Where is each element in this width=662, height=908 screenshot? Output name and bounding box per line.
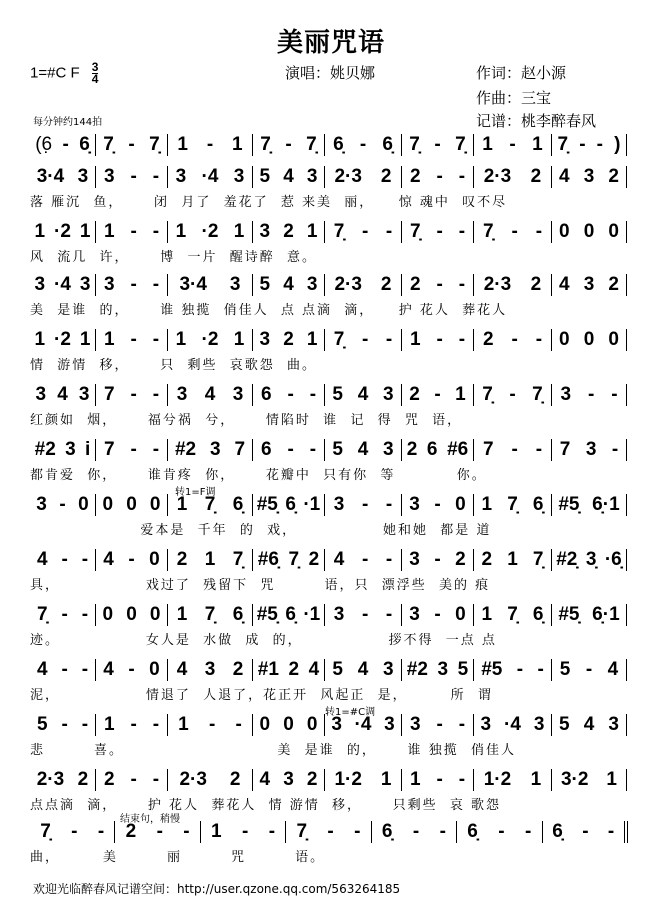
measure: 1 - -	[96, 329, 168, 351]
measure: 7̣ - -	[325, 329, 402, 351]
measure: 7 - -	[96, 384, 168, 406]
notation-line	[30, 550, 630, 570]
measure: 1 - -	[402, 329, 474, 351]
key-signature	[30, 62, 98, 85]
measure: 7̣ - -	[474, 221, 552, 243]
measure: 5 4 3	[253, 166, 325, 188]
notation-line	[30, 167, 630, 187]
time-signature: $\frac{3}{4}$	[91, 60, 99, 86]
lyrics-line: 爱本是 千年 的 戏， 她和她 都是 道	[30, 523, 492, 538]
measure: #1 2 4	[253, 659, 325, 681]
measure: 3 4 3	[30, 384, 96, 406]
measure: 7 - -	[96, 439, 168, 461]
lyrics-line: 情 游情 移， 只 剩些 哀歌怨 曲。	[30, 358, 317, 373]
measure: 1·2 1	[474, 769, 552, 791]
measure: 7 - -	[474, 439, 552, 461]
measure: 7̣ - 7̣	[253, 134, 325, 156]
measure: 3 2 1	[253, 329, 325, 351]
measure: 7̣ - -	[325, 221, 402, 243]
lyrics-line: 红颜如 烟， 福兮祸 兮， 情陷时 谁 记 得 咒 语，	[30, 413, 463, 428]
measure: 5 4 3	[325, 439, 402, 461]
measure: 3·4 3	[30, 166, 96, 188]
transcriber-credit: 记谱：桃李醉春风	[476, 112, 597, 130]
measure: #5 - -	[474, 659, 552, 681]
measure: 3 - -	[552, 384, 627, 406]
measure: 2·3 2	[168, 769, 253, 791]
measure: 5 4 3	[552, 714, 627, 736]
tempo-marking: 每分钟约144拍	[33, 117, 103, 128]
measure: 1 ·2 1	[30, 221, 96, 243]
measure: 0 0 0	[96, 604, 168, 626]
tempo-key-annotation: 转1=F调	[175, 487, 216, 498]
lyrics-line: 风 流几 许， 博 一片 醒诗醉 意。	[30, 250, 317, 265]
measure: 4 - 0	[96, 549, 168, 571]
measure: #5̣ 6̣·1	[552, 494, 627, 516]
measure: 3 - -	[325, 494, 402, 516]
notation-line	[30, 822, 630, 842]
measure: 6̣ - -	[457, 821, 542, 843]
measure: 3 ·4 3	[168, 166, 253, 188]
measure: 0 0 0	[552, 329, 627, 351]
notation-line	[30, 330, 630, 350]
measure: #2 3 7	[168, 439, 253, 461]
measure: 7̣ - -	[30, 821, 115, 843]
measure: 6̣ - -	[372, 821, 457, 843]
measure: 2·3 2	[30, 769, 96, 791]
measure: #2̣ 3̣ ·6̣	[552, 549, 627, 571]
measure: (6̣ - 6̣	[30, 134, 96, 156]
song-title: 美丽咒语	[276, 28, 385, 58]
measure: 1 - -	[168, 714, 253, 736]
measure: 4 - -	[30, 549, 96, 571]
measure: 2 - -	[402, 274, 474, 296]
measure: 6 - -	[253, 439, 325, 461]
composer-credit: 作曲：三宝	[476, 89, 552, 107]
measure: 7̣ - 7̣	[402, 134, 474, 156]
measure: 1 ·2 1	[168, 329, 253, 351]
measure: #5̣ 6̣ ·1	[253, 604, 325, 626]
measure: 1 7̣ 6̣	[474, 604, 552, 626]
measure: 1 - 1	[474, 134, 552, 156]
measure: 2 1 7̣	[474, 549, 552, 571]
notation-line	[30, 660, 630, 680]
notation-line	[30, 385, 630, 405]
measure: 3 4 3	[168, 384, 253, 406]
measure: 3 - 0	[402, 494, 474, 516]
measure: 5 4 3	[325, 659, 402, 681]
measure: 0 0 0	[552, 221, 627, 243]
measure: 2 - 1	[402, 384, 474, 406]
measure: 1 7̣ 6̣	[168, 604, 253, 626]
measure: 3 - -	[96, 166, 168, 188]
measure: 7̣ - -	[286, 821, 371, 843]
lyrics-line: 迹。 女人是 水做 成 的， 拶不得 一点 点	[30, 633, 497, 648]
notation-line	[30, 440, 630, 460]
measure: 1 7̣ 6̣	[474, 494, 552, 516]
measure: 2 1 7̣	[168, 549, 253, 571]
measure: 2·3 2	[474, 166, 552, 188]
lyrics-line: 曲， 美 丽 咒 语。	[30, 850, 326, 865]
measure: #5̣ 6̣ ·1	[253, 494, 325, 516]
measure: 7̣ - -	[402, 221, 474, 243]
measure: 2 - -	[96, 769, 168, 791]
lyrics-line: 具， 戏过了 残留下 咒 语，只 漂浮些 美的 痕	[30, 578, 491, 593]
measure: 1 - -	[96, 221, 168, 243]
measure: 7̣ - 7̣	[96, 134, 168, 156]
measure: 3 - 0	[30, 494, 96, 516]
tempo-key-annotation: 结束句，稍慢	[120, 814, 180, 825]
lyrics-line: 泥， 情退了 人退了，花正开 风起正 是， 所 谓	[30, 688, 493, 703]
measure: 7̣ - 7̣	[474, 384, 552, 406]
measure: #2 3 i	[30, 439, 96, 461]
measure: 3 - 2	[402, 549, 474, 571]
notation-line	[30, 605, 630, 625]
measure: 4 3 2	[552, 166, 627, 188]
notation-line	[30, 222, 630, 242]
measure: #6̣ 7̣ 2	[253, 549, 325, 571]
notation-line	[30, 135, 630, 155]
measure: 1 - -	[201, 821, 286, 843]
lyrics-line: 美 是谁 的， 谁 独揽 俏佳人 点 点滴 滴， 护 花人 葬花人	[30, 303, 508, 318]
lyrics-line: 落 雁沉 鱼， 闭 月了 羞花了 惹 来美 丽， 惊 魂中 叹不尽	[30, 195, 508, 210]
measure: 5 - -	[30, 714, 96, 736]
measure: 1·2 1	[325, 769, 402, 791]
measure: 2·3 2	[474, 274, 552, 296]
measure: 2·3 2	[325, 166, 402, 188]
measure: 2 - -	[402, 166, 474, 188]
measure: 5 4 3	[325, 384, 402, 406]
singer-credit: 演唱：姚贝娜	[285, 64, 376, 82]
measure: 1 ·2 1	[168, 221, 253, 243]
measure: 3 2 1	[253, 221, 325, 243]
measure: 0 0 0	[96, 494, 168, 516]
measure: 3 - -	[402, 714, 474, 736]
measure: #5̣ 6̣·1	[552, 604, 627, 626]
measure: 4 3 2	[168, 659, 253, 681]
measure: 3·4 3	[168, 274, 253, 296]
measure: 3 ·4 3	[474, 714, 552, 736]
measure: 3 - -	[325, 604, 402, 626]
measure: 6̣ - 6̣	[325, 134, 402, 156]
measure: 5 - 4	[552, 659, 627, 681]
notation-line	[30, 715, 630, 735]
notation-line	[30, 275, 630, 295]
measure: #2 3 5	[402, 659, 474, 681]
lyrics-line: 悲 喜。 美 是谁 的， 谁 独揽 俏佳人	[30, 743, 516, 758]
lyricist-credit: 作词：赵小源	[476, 64, 567, 82]
measure: 6̣ - -	[543, 821, 628, 843]
measure: 3 - 0	[402, 604, 474, 626]
measure: 4 - -	[30, 659, 96, 681]
measure: 0 0 0	[253, 714, 325, 736]
measure: 7̣ - -	[30, 604, 96, 626]
lyrics-line: 点点滴 滴， 护 花人 葬花人 情 游情 移， 只剩些 哀 歌怨	[30, 798, 502, 813]
measure: 5 4 3	[253, 274, 325, 296]
notation-line	[30, 770, 630, 790]
measure: 4 3 2	[253, 769, 325, 791]
measure: 1 - -	[96, 714, 168, 736]
measure: 4 3 2	[552, 274, 627, 296]
tempo-key-annotation: 转1=#C调	[325, 707, 376, 718]
measure: 7̣ - - )	[552, 134, 627, 156]
measure: 2 - -	[115, 821, 200, 843]
measure: 1 ·2 1	[30, 329, 96, 351]
measure: 6 - -	[253, 384, 325, 406]
measure: 3 ·4 3	[30, 274, 96, 296]
notation-line	[30, 495, 630, 515]
measure: 1 7̣ 6̣	[168, 494, 253, 516]
measure: 7 3 -	[552, 439, 627, 461]
lyrics-line: 都肯爱 你， 谁肯疼 你， 花瓣中 只有你 等 你。	[30, 468, 487, 483]
footer-link-text: 欢迎光临醉春风记谱空间：http://user.qzone.qq.com/563264185	[33, 882, 401, 896]
measure: 3·2 1	[552, 769, 627, 791]
measure: 3 - -	[96, 274, 168, 296]
measure: 4 - -	[325, 549, 402, 571]
key-text: 1=#C F	[30, 64, 80, 82]
measure: 1 - 1	[168, 134, 253, 156]
measure: 2·3 2	[325, 274, 402, 296]
measure: 2 6 #6	[402, 439, 474, 461]
measure: 1 - -	[402, 769, 474, 791]
measure: 4 - 0	[96, 659, 168, 681]
measure: 2 - -	[474, 329, 552, 351]
measure: 3 ·4 3	[325, 714, 402, 736]
